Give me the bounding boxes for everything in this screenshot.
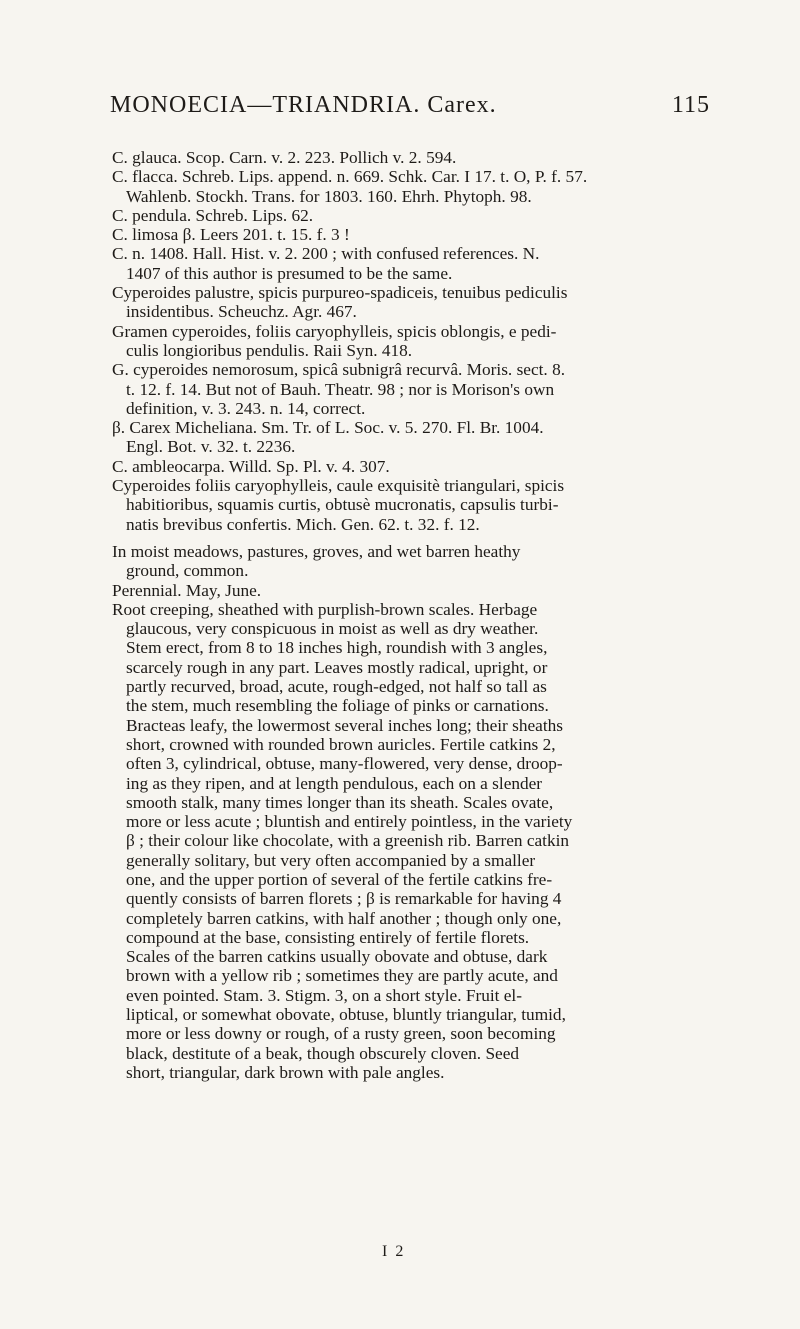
synonym-line: t. 12. f. 14. But not of Bauh. Theatr. 98 ; nor is Morison's own	[126, 379, 555, 399]
synonym-line: Cyperoides foliis caryophylleis, caule exquisitè triangulari, spicis	[112, 476, 565, 496]
description-line: ground, common.	[126, 561, 249, 581]
description-line: Stem erect, from 8 to 18 inches high, roundish with 3 angles,	[126, 638, 548, 658]
synonym-line: Cyperoides palustre, spicis purpureo-spadiceis, tenuibus pediculis	[112, 283, 568, 303]
synonym-line: insidentibus. Scheuchz. Agr. 467.	[126, 302, 357, 322]
description-line: black, destitute of a beak, though obscurely cloven. Seed	[126, 1043, 520, 1063]
synonym-line: 1407 of this author is presumed to be the same.	[126, 263, 453, 283]
description-line: scarcely rough in any part. Leaves mostly radical, upright, or	[126, 657, 548, 677]
description-line: liptical, or somewhat obovate, obtuse, bluntly triangular, tumid,	[126, 1005, 566, 1025]
description-line: brown with a yellow rib ; sometimes they are partly acute, and	[126, 966, 558, 986]
description-line: Perennial. May, June.	[112, 580, 262, 600]
description-line: even pointed. Stam. 3. Stigm. 3, on a short style. Fruit el-	[126, 985, 522, 1005]
synonym-line: Engl. Bot. v. 32. t. 2236.	[126, 437, 296, 457]
synonym-entry	[112, 225, 698, 244]
page-body	[112, 148, 698, 1082]
synonym-line: β. Carex Micheliana. Sm. Tr. of L. Soc. v. 5. 270. Fl. Br. 1004.	[112, 418, 544, 438]
synonym-line: G. cyperoides nemorosum, spicâ subnigrâ recurvâ. Moris. sect. 8.	[112, 360, 566, 380]
synonym-entry	[112, 206, 698, 225]
description-line: compound at the base, consisting entirely of fertile florets.	[126, 927, 530, 947]
description-line: generally solitary, but very often accompanied by a smaller	[126, 850, 536, 870]
synonym-line: Wahlenb. Stockh. Trans. for 1803. 160. Ehrh. Phytoph. 98.	[126, 186, 532, 206]
synonym-entry	[112, 457, 698, 476]
synonymy-list	[112, 148, 698, 534]
description-line: In moist meadows, pastures, groves, and wet barren heathy	[112, 541, 521, 561]
synonym-line: definition, v. 3. 243. n. 14, correct.	[126, 398, 366, 418]
synonym-entry	[112, 283, 698, 322]
description-line: quently consists of barren florets ; β is remarkable for having 4	[126, 889, 562, 909]
synonym-entry	[112, 360, 698, 418]
species-description	[112, 542, 698, 1082]
description-line: short, crowned with rounded brown auricles. Fertile catkins 2,	[126, 734, 556, 754]
signature-mark: I 2	[382, 1243, 406, 1260]
synonym-entry	[112, 148, 698, 167]
description-line: β ; their colour like chocolate, with a greenish rib. Barren catkin	[126, 831, 570, 851]
description-line: short, triangular, dark brown with pale angles.	[126, 1062, 445, 1082]
description-line: smooth stalk, many times longer than its sheath. Scales ovate,	[126, 792, 554, 812]
description-line: ing as they ripen, and at length pendulous, each on a slender	[126, 773, 543, 793]
synonym-line: C. ambleocarpa. Willd. Sp. Pl. v. 4. 307.	[112, 456, 390, 476]
synonym-line: C. flacca. Schreb. Lips. append. n. 669. Schk. Car. I 17. t. O, P. f. 57.	[112, 167, 588, 187]
description-line: more or less acute ; bluntish and entirely pointless, in the variety	[126, 812, 573, 832]
synonym-entry	[112, 476, 698, 534]
running-title: MONOECIA—TRIANDRIA. Carex.	[110, 92, 497, 118]
description-line: one, and the upper portion of several of the fertile catkins fre-	[126, 869, 553, 889]
synonym-line: C. pendula. Schreb. Lips. 62.	[112, 205, 314, 225]
synonym-line: habitioribus, squamis curtis, obtusè mucronatis, capsulis turbi-	[126, 495, 559, 515]
description-line: often 3, cylindrical, obtuse, many-flowered, very dense, droop-	[126, 754, 563, 774]
synonym-entry	[112, 322, 698, 361]
description-line: completely barren catkins, with half another ; though only one,	[126, 908, 562, 928]
synonym-line: natis brevibus confertis. Mich. Gen. 62. t. 32. f. 12.	[126, 514, 480, 534]
synonym-line: culis longioribus pendulis. Raii Syn. 418.	[126, 340, 413, 360]
description-line: Root creeping, sheathed with purplish-brown scales. Herbage	[112, 599, 538, 619]
synonym-line: Gramen cyperoides, foliis caryophylleis, spicis oblongis, e pedi-	[112, 321, 557, 341]
page-header	[110, 92, 710, 128]
page-number: 115	[671, 92, 710, 118]
synonym-entry	[112, 244, 698, 283]
description-line: Bracteas leafy, the lowermost several inches long; their sheaths	[126, 715, 564, 735]
description-line: glaucous, very conspicuous in moist as well as dry weather.	[126, 619, 539, 639]
synonym-line: C. n. 1408. Hall. Hist. v. 2. 200 ; with confused references. N.	[112, 244, 540, 264]
synonym-entry	[112, 418, 698, 457]
synonym-line: C. limosa β. Leers 201. t. 15. f. 3 !	[112, 225, 350, 245]
description-line: partly recurved, broad, acute, rough-edged, not half so tall as	[126, 677, 547, 697]
description-line: the stem, much resembling the foliage of pinks or carnations.	[126, 696, 549, 716]
synonym-line: C. glauca. Scop. Carn. v. 2. 223. Pollich v. 2. 594.	[112, 148, 457, 167]
synonym-entry	[112, 167, 698, 206]
description-line: Scales of the barren catkins usually obovate and obtuse, dark	[126, 947, 548, 967]
description-line: more or less downy or rough, of a rusty green, soon becoming	[126, 1024, 556, 1044]
